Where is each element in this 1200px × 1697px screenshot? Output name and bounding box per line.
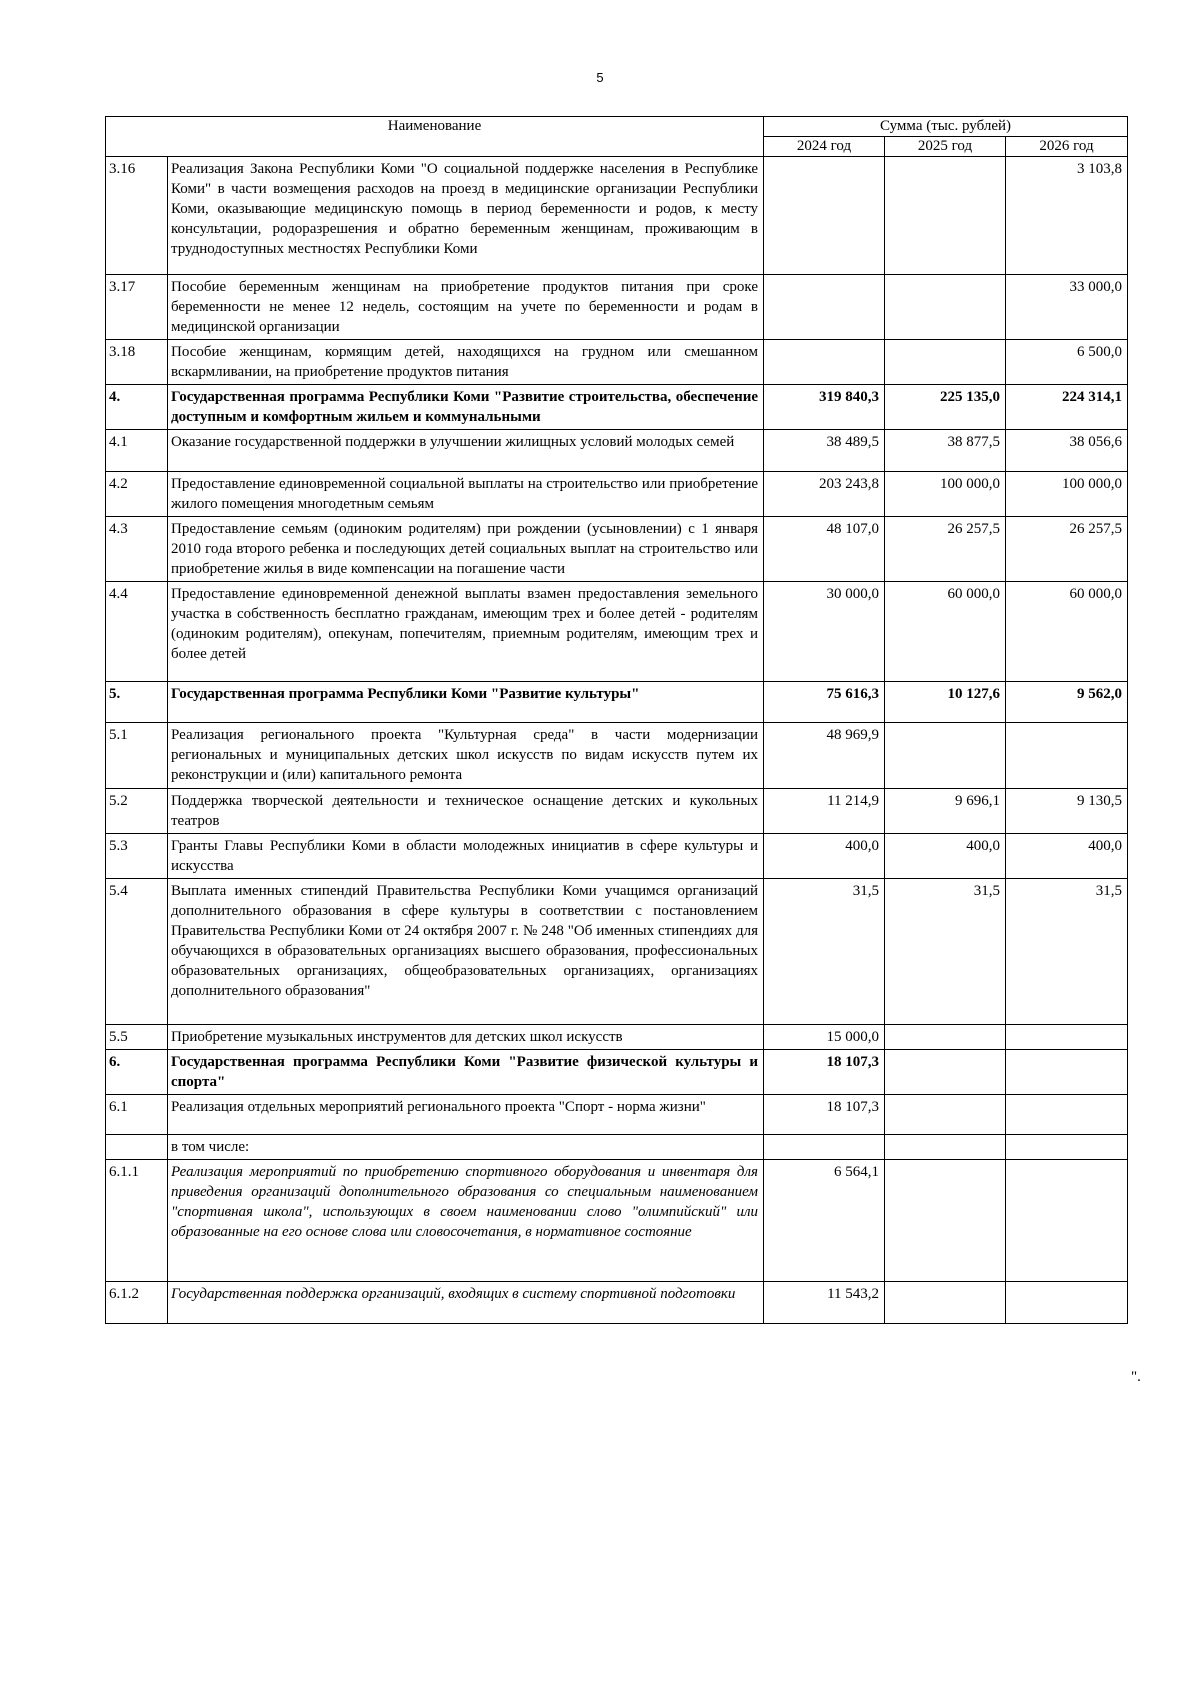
value-2026 — [1006, 1160, 1128, 1282]
value-2025: 26 257,5 — [885, 517, 1006, 582]
value-2024: 319 840,3 — [764, 385, 885, 430]
value-2025: 31,5 — [885, 879, 1006, 1025]
table-row — [106, 1050, 1128, 1095]
value-2025 — [885, 1135, 1006, 1160]
table-row — [106, 1095, 1128, 1135]
row-number: 5. — [106, 682, 168, 723]
value-2024: 11 214,9 — [764, 789, 885, 834]
value-2024: 11 543,2 — [764, 1282, 885, 1324]
row-number: 5.4 — [106, 879, 168, 1025]
row-name: Реализация Закона Республики Коми "О социальной поддержке населения в Республике Коми" в части возмещения расходов на проезд в медицинские организации Республики Коми, оказывающие медицинскую помощь в период беременности и родов, к месту консультации, родоразрешения и обратно беременным женщинам, проживающим в труднодоступных местностях Республики Коми — [168, 157, 764, 275]
value-2025 — [885, 157, 1006, 275]
row-name: Государственная программа Республики Коми "Развитие строительства, обеспечение доступным и комфортным жильем и коммунальными — [168, 385, 764, 430]
value-2025: 225 135,0 — [885, 385, 1006, 430]
value-2024: 30 000,0 — [764, 582, 885, 682]
row-number: 6.1.2 — [106, 1282, 168, 1324]
value-2026: 100 000,0 — [1006, 472, 1128, 517]
budget-table — [105, 116, 1128, 1324]
row-number: 4.4 — [106, 582, 168, 682]
table-row — [106, 275, 1128, 340]
header-row-1 — [106, 117, 1128, 137]
value-2025 — [885, 1050, 1006, 1095]
page-number: 5 — [596, 70, 604, 85]
value-2025: 400,0 — [885, 834, 1006, 879]
value-2025 — [885, 1160, 1006, 1282]
value-2024: 48 107,0 — [764, 517, 885, 582]
row-name: Предоставление семьям (одиноким родителям) при рождении (усыновлении) с 1 января 2010 года второго ребенка и последующих детей социальных выплат на строительство или приобретение жилья в виде компенсации на погашение части — [168, 517, 764, 582]
row-name: Предоставление единовременной социальной выплаты на строительство или приобретение жилого помещения многодетным семьям — [168, 472, 764, 517]
row-name: Реализация отдельных мероприятий регионального проекта "Спорт - норма жизни" — [168, 1095, 764, 1135]
value-2024 — [764, 340, 885, 385]
header-sum: Сумма (тыс. рублей) — [764, 117, 1128, 137]
value-2024: 15 000,0 — [764, 1025, 885, 1050]
closing-quote: ". — [1131, 1369, 1141, 1385]
row-number — [106, 1135, 168, 1160]
table-row — [106, 385, 1128, 430]
row-number: 3.18 — [106, 340, 168, 385]
value-2025 — [885, 1095, 1006, 1135]
row-name: Реализация регионального проекта "Культурная среда" в части модернизации региональных и муниципальных детских школ искусств по видам искусств путем их реконструкции и (или) капитального ремонта — [168, 723, 764, 789]
value-2026: 38 056,6 — [1006, 430, 1128, 472]
value-2025: 10 127,6 — [885, 682, 1006, 723]
header-year-2025: 2025 год — [885, 137, 1006, 157]
row-number: 6.1.1 — [106, 1160, 168, 1282]
value-2026: 26 257,5 — [1006, 517, 1128, 582]
value-2025: 100 000,0 — [885, 472, 1006, 517]
value-2024 — [764, 1135, 885, 1160]
value-2026: 9 562,0 — [1006, 682, 1128, 723]
header-year-2026: 2026 год — [1006, 137, 1128, 157]
row-name: Государственная программа Республики Коми "Развитие физической культуры и спорта" — [168, 1050, 764, 1095]
value-2026: 60 000,0 — [1006, 582, 1128, 682]
row-name: Выплата именных стипендий Правительства Республики Коми учащимся организаций дополнительного образования в сфере культуры в соответствии с постановлением Правительства Республики Коми от 24 октября 2007 г. № 248 "Об именных стипендиях для обучающихся в образовательных организациях высшего образования, профессиональных образовательных организациях, общеобразовательных организациях, организациях дополнительного образования" — [168, 879, 764, 1025]
table-row — [106, 834, 1128, 879]
value-2025 — [885, 723, 1006, 789]
value-2025 — [885, 1025, 1006, 1050]
row-name: в том числе: — [168, 1135, 764, 1160]
value-2026: 9 130,5 — [1006, 789, 1128, 834]
value-2024: 203 243,8 — [764, 472, 885, 517]
value-2026: 33 000,0 — [1006, 275, 1128, 340]
value-2026 — [1006, 1135, 1128, 1160]
value-2026: 31,5 — [1006, 879, 1128, 1025]
table-row — [106, 582, 1128, 682]
table-row — [106, 157, 1128, 275]
value-2024 — [764, 157, 885, 275]
table-row — [106, 682, 1128, 723]
row-number: 5.5 — [106, 1025, 168, 1050]
row-number: 5.2 — [106, 789, 168, 834]
table-body — [106, 157, 1128, 1324]
table-row — [106, 1135, 1128, 1160]
row-name: Пособие беременным женщинам на приобретение продуктов питания при сроке беременности не менее 12 недель, состоящим на учете по беременности и родам в медицинской организации — [168, 275, 764, 340]
value-2026: 6 500,0 — [1006, 340, 1128, 385]
value-2025: 38 877,5 — [885, 430, 1006, 472]
table-row — [106, 1282, 1128, 1324]
value-2026: 224 314,1 — [1006, 385, 1128, 430]
value-2026 — [1006, 1050, 1128, 1095]
row-name: Поддержка творческой деятельности и техническое оснащение детских и кукольных театров — [168, 789, 764, 834]
row-name: Реализация мероприятий по приобретению спортивного оборудования и инвентаря для приведения организаций дополнительного образования со специальным наименованием "спортивная школа", использующих в своем наименовании слово "олимпийский" или образованные на его основе слова или словосочетания, в нормативное состояние — [168, 1160, 764, 1282]
table-row — [106, 1160, 1128, 1282]
row-number: 3.17 — [106, 275, 168, 340]
value-2024: 6 564,1 — [764, 1160, 885, 1282]
value-2024: 75 616,3 — [764, 682, 885, 723]
row-number: 4. — [106, 385, 168, 430]
row-number: 5.3 — [106, 834, 168, 879]
row-number: 5.1 — [106, 723, 168, 789]
header-year-2024: 2024 год — [764, 137, 885, 157]
row-name: Предоставление единовременной денежной выплаты взамен предоставления земельного участка в собственность бесплатно гражданам, имеющим трех и более детей - родителям (одиноким родителям), опекунам, попечителям, приемным родителям, имеющим трех и более детей — [168, 582, 764, 682]
row-number: 6.1 — [106, 1095, 168, 1135]
value-2026 — [1006, 723, 1128, 789]
row-name: Гранты Главы Республики Коми в области молодежных инициатив в сфере культуры и искусства — [168, 834, 764, 879]
value-2026: 3 103,8 — [1006, 157, 1128, 275]
row-number: 6. — [106, 1050, 168, 1095]
value-2024: 38 489,5 — [764, 430, 885, 472]
value-2025 — [885, 275, 1006, 340]
row-name: Государственная поддержка организаций, входящих в систему спортивной подготовки — [168, 1282, 764, 1324]
value-2026: 400,0 — [1006, 834, 1128, 879]
row-name: Приобретение музыкальных инструментов для детских школ искусств — [168, 1025, 764, 1050]
table-row — [106, 1025, 1128, 1050]
row-name: Оказание государственной поддержки в улучшении жилищных условий молодых семей — [168, 430, 764, 472]
row-number: 4.1 — [106, 430, 168, 472]
table-row — [106, 472, 1128, 517]
table-row — [106, 340, 1128, 385]
table-row — [106, 723, 1128, 789]
value-2024: 48 969,9 — [764, 723, 885, 789]
value-2025 — [885, 340, 1006, 385]
row-number: 3.16 — [106, 157, 168, 275]
table-row — [106, 517, 1128, 582]
value-2025: 9 696,1 — [885, 789, 1006, 834]
value-2026 — [1006, 1025, 1128, 1050]
table-row — [106, 789, 1128, 834]
table-row — [106, 430, 1128, 472]
value-2026 — [1006, 1095, 1128, 1135]
value-2026 — [1006, 1282, 1128, 1324]
row-name: Государственная программа Республики Коми "Развитие культуры" — [168, 682, 764, 723]
value-2024: 18 107,3 — [764, 1095, 885, 1135]
header-name: Наименование — [106, 117, 764, 157]
row-name: Пособие женщинам, кормящим детей, находящихся на грудном или смешанном вскармливании, на приобретение продуктов питания — [168, 340, 764, 385]
row-number: 4.3 — [106, 517, 168, 582]
value-2025 — [885, 1282, 1006, 1324]
value-2024: 18 107,3 — [764, 1050, 885, 1095]
value-2024: 31,5 — [764, 879, 885, 1025]
value-2024 — [764, 275, 885, 340]
row-number: 4.2 — [106, 472, 168, 517]
value-2025: 60 000,0 — [885, 582, 1006, 682]
table-row — [106, 879, 1128, 1025]
value-2024: 400,0 — [764, 834, 885, 879]
